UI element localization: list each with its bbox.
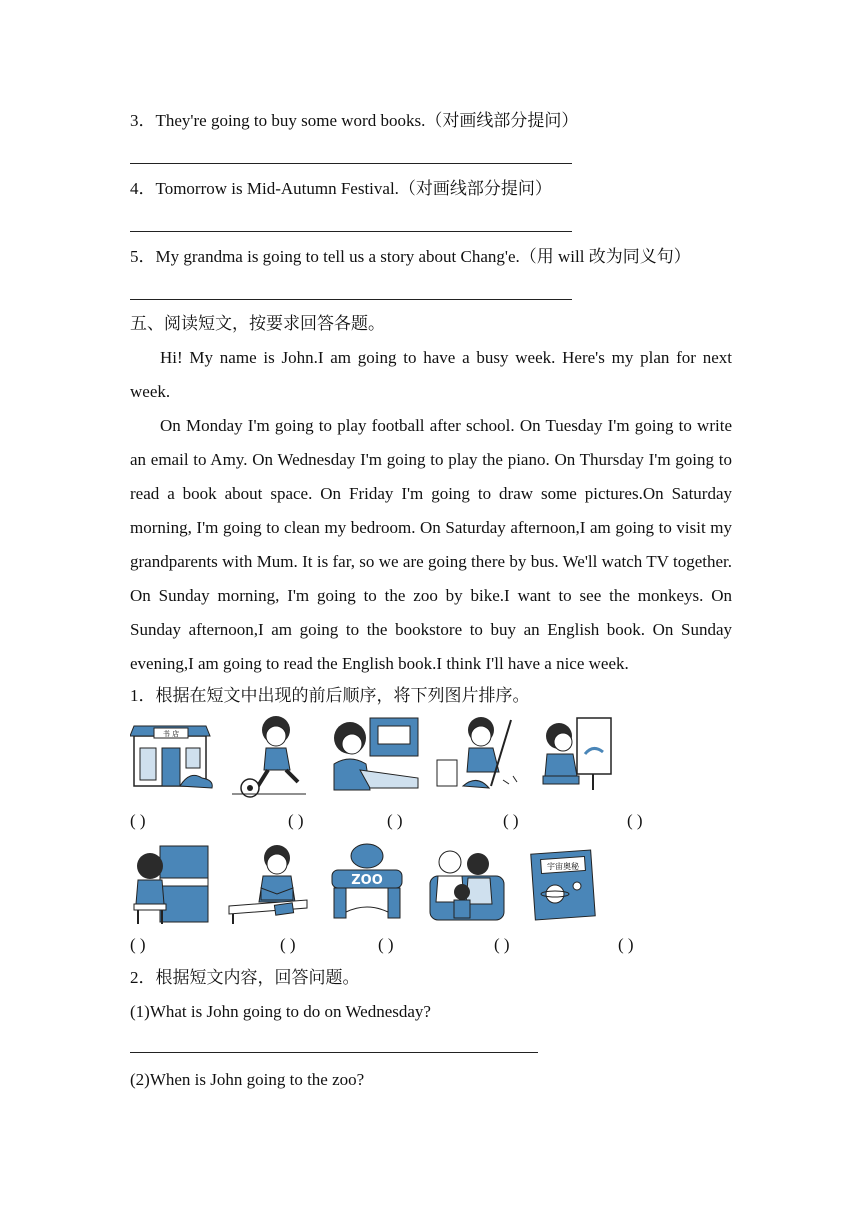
zoo-picture xyxy=(324,842,410,922)
task-2-instruction: 2．根据短文内容，回答问题。 xyxy=(130,968,360,987)
task-1-instruction: 1．根据在短文中出现的前后顺序，将下列图片排序。 xyxy=(130,686,530,705)
question-4: 4．Tomorrow is Mid-Autumn Festival.（对画线部分提问） xyxy=(130,179,552,198)
answer-blank-row1-2[interactable]: ( ) xyxy=(288,811,304,830)
grandparents-picture xyxy=(426,846,508,926)
answer-line-5[interactable] xyxy=(130,299,572,300)
passage-paragraph-2: On Monday I'm going to play football after school. On Tuesday I'm going to write an email to Amy. On Wednesday I'm going to play the piano. On Thursday I'm going to read a book about space. On Friday I'm going to draw some pictures.On Saturday morning, I'm going to clean my bedroom. On Saturday afternoon,I am going to visit my grandparents with Mum. It is far, so we are going there by bus. We'll watch TV together. On Sunday morning, I'm going to the zoo by bike.I want to see the monkeys. On Sunday afternoon,I am going to the bookstore to buy an English book. On Sunday evening,I am going to read the English book.I think I'll have a nice week. xyxy=(130,416,732,673)
question-3: 3．They're going to buy some word books.（对画线部分提问） xyxy=(130,111,579,130)
bookstore-sign: 书 店 xyxy=(162,730,180,738)
answer-blank-row1-1[interactable]: ( ) xyxy=(130,811,146,830)
question-5: 5．My grandma is going to tell us a story about Chang'e.（用 will 改为同义句） xyxy=(130,247,691,266)
answer-blank-row2-3[interactable]: ( ) xyxy=(378,935,394,954)
drawing-picture xyxy=(537,714,619,794)
reading-picture xyxy=(227,842,309,926)
space-book-title: 宇宙奥秘 xyxy=(547,862,579,871)
space-book-picture xyxy=(529,848,599,922)
answer-blank-row2-2[interactable]: ( ) xyxy=(280,935,296,954)
passage-paragraph-1: Hi! My name is John.I am going to have a busy week. Here's my plan for next week. xyxy=(130,348,732,401)
answer-line-task2-1[interactable] xyxy=(130,1052,538,1053)
computer-email-picture xyxy=(330,714,422,794)
answer-line-3[interactable] xyxy=(130,163,572,164)
cleaning-picture xyxy=(433,714,525,794)
task-2-question-2: (2)When is John going to the zoo? xyxy=(130,1070,365,1089)
answer-line-4[interactable] xyxy=(130,231,572,232)
zoo-sign: ZOO xyxy=(351,873,383,888)
section-heading: 五、阅读短文，按要求回答各题。 xyxy=(130,314,385,333)
task-2-question-1: (1)What is John going to do on Wednesday? xyxy=(130,1002,431,1021)
answer-blank-row2-1[interactable]: ( ) xyxy=(130,935,146,954)
piano-picture xyxy=(130,842,212,926)
answer-blank-row1-4[interactable]: ( ) xyxy=(503,811,519,830)
answer-blank-row2-4[interactable]: ( ) xyxy=(494,935,510,954)
bookstore-picture xyxy=(130,720,214,790)
answer-blank-row1-5[interactable]: ( ) xyxy=(627,811,643,830)
answer-blank-row2-5[interactable]: ( ) xyxy=(618,935,634,954)
answer-blank-row1-3[interactable]: ( ) xyxy=(387,811,403,830)
football-picture xyxy=(228,712,308,798)
